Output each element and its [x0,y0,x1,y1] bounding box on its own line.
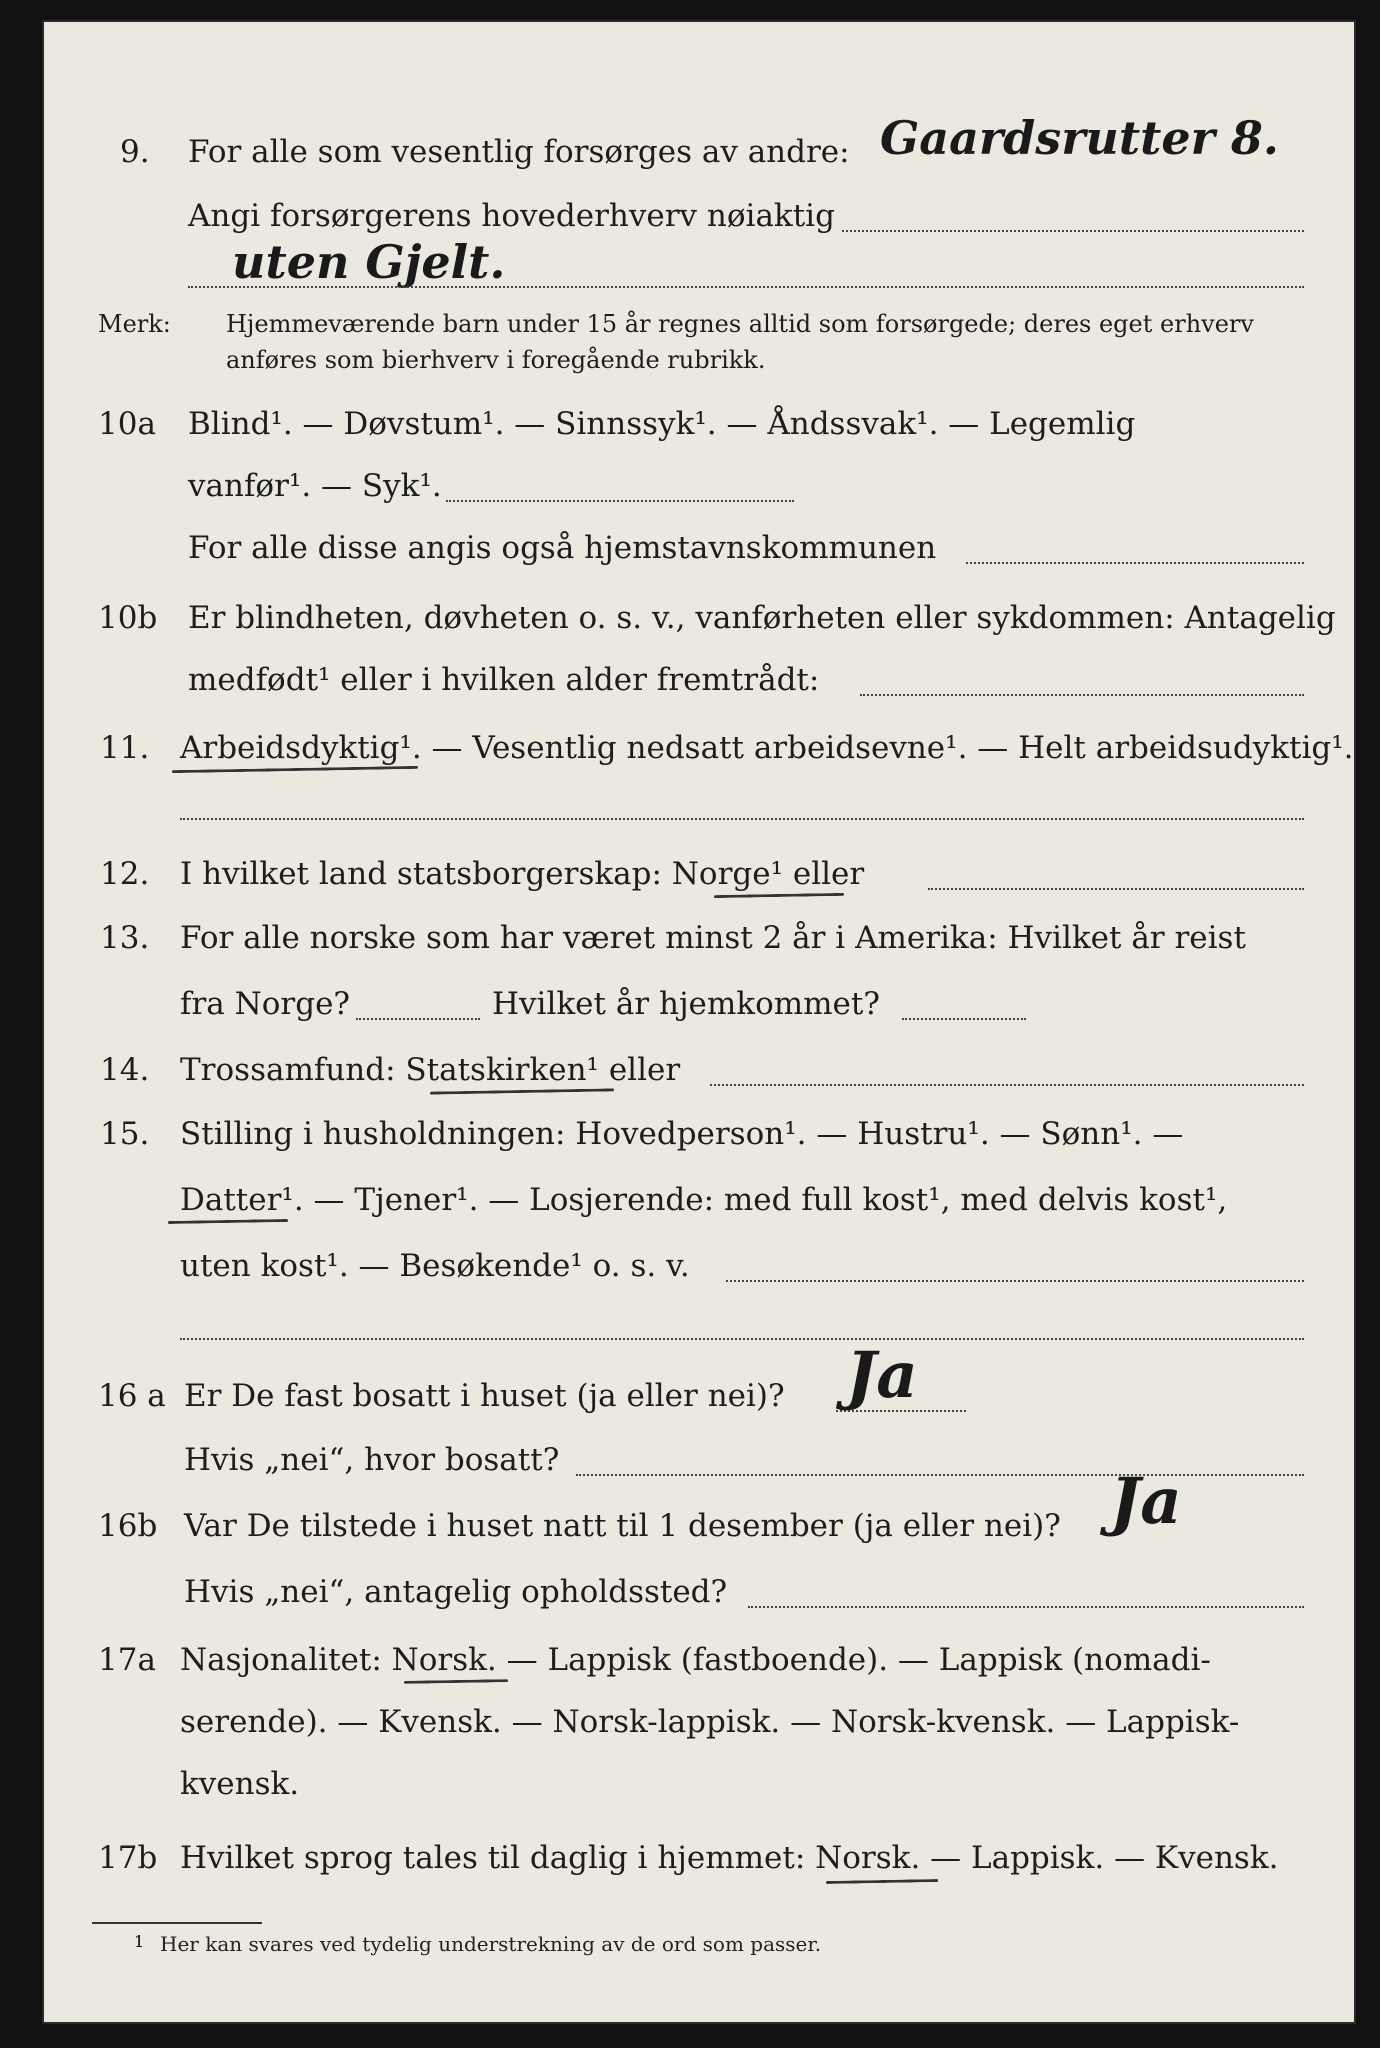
note-merk-line2 [0,330,1380,390]
question-text: Hvis „nei“, antagelig opholdssted? [184,1574,728,1610]
note-label: Merk: [98,310,171,338]
handwritten-answer: uten Gjelt. [232,235,506,289]
answer-leader-line [928,888,1304,890]
answer-leader-line [966,562,1304,564]
answer-leader-line [180,1338,1304,1340]
question-11 [0,718,1380,778]
question-15-line2 [0,1170,1380,1230]
question-10a-line3 [0,518,1380,578]
handwritten-answer: Ja [1110,1464,1182,1539]
question-number: 13. [100,920,150,956]
answer-leader-line [842,230,1304,232]
question-14 [0,1040,1380,1100]
footnote-text: Her kan svares ved tydelig understrekning av de ord som passer. [160,1932,822,1956]
question-number: 17b [98,1840,158,1876]
answer-leader-line [188,286,1304,288]
question-number: 10a [98,406,156,442]
question-10b-line2 [0,650,1380,710]
question-text: For alle som vesentlig forsørges av andre: [188,134,850,170]
question-number: 14. [100,1052,150,1088]
answer-leader-line [710,1084,1304,1086]
question-text: Blind¹. — Døvstum¹. — Sinnssyk¹. — Åndssvak¹. — Legemlig [188,406,1136,442]
footnote-rule [92,1922,262,1924]
question-text: Datter¹. — Tjener¹. — Losjerende: med full kost¹, med delvis kost¹, [180,1182,1228,1218]
question-13-line2 [0,974,1380,1034]
answer-leader-line [748,1606,1304,1608]
question-text: For alle norske som har været minst 2 år i Amerika: Hvilket år reist [180,920,1246,956]
question-number: 15. [100,1116,150,1152]
question-number: 12. [100,856,150,892]
question-9-line2 [0,186,1380,246]
answer-leader-line [726,1280,1304,1282]
note-text: Hjemmeværende barn under 15 år regnes alltid som forsørgede; deres eget erhverv [226,310,1254,338]
answer-leader-line [180,818,1304,820]
question-10a [0,394,1380,454]
question-text: Angi forsørgerens hovederhverv nøiaktig [188,198,835,234]
footnote-marker: 1 [134,1932,145,1951]
question-text: I hvilket land statsborgerskap: Norge¹ eller [180,856,865,892]
question-text: serende). — Kvensk. — Norsk-lappisk. — Norsk-kvensk. — Lappisk- [180,1704,1240,1740]
question-text: Er blindheten, døvheten o. s. v., vanførheten eller sykdommen: Antagelig [188,600,1336,636]
question-16b-line2 [0,1562,1380,1622]
answer-leader-line [902,1018,1026,1020]
answer-leader-line [446,500,794,502]
question-17a-line3 [0,1754,1380,1814]
question-text: Hvilket sprog tales til daglig i hjemmet: Norsk. — Lappisk. — Kvensk. [180,1840,1279,1876]
question-text: Nasjonalitet: Norsk. — Lappisk (fastboende). — Lappisk (nomadi- [180,1642,1211,1678]
question-text: Hvis „nei“, hvor bosatt? [184,1442,560,1478]
handwritten-answer: Ja [846,1338,918,1413]
question-9-line3 [0,235,1380,302]
question-10a-line2 [0,456,1380,516]
question-text: vanfør¹. — Syk¹. [188,468,442,504]
question-17b [0,1828,1380,1888]
question-10b [0,588,1380,648]
answer-leader-line [356,1018,480,1020]
question-15-line4 [0,1294,1380,1354]
question-number: 16 a [98,1378,166,1414]
question-text: Arbeidsdyktig¹. — Vesentlig nedsatt arbeidsevne¹. — Helt arbeidsudyktig¹. [180,730,1354,766]
question-text: Trossamfund: Statskirken¹ eller [180,1052,681,1088]
question-15-line3 [0,1236,1380,1296]
question-number: 9. [120,134,150,170]
question-number: 16b [98,1508,158,1544]
question-15 [0,1104,1380,1164]
question-number: 17a [98,1642,156,1678]
question-text: medfødt¹ eller i hvilken alder fremtrådt: [188,662,820,698]
question-number: 11. [100,730,150,766]
question-text: Var De tilstede i huset natt til 1 desember (ja eller nei)? [184,1508,1061,1544]
question-text: Er De fast bosatt i huset (ja eller nei)? [184,1378,785,1414]
question-11-line2 [0,774,1380,834]
question-text: kvensk. [180,1766,300,1802]
question-text: fra Norge? [180,986,351,1022]
note-text: anføres som bierhverv i foregående rubrikk. [226,346,766,374]
question-text: Hvilket år hjemkommet? [492,986,880,1022]
question-13 [0,908,1380,968]
question-text: uten kost¹. — Besøkende¹ o. s. v. [180,1248,690,1284]
question-number: 10b [98,600,158,636]
question-9 [0,111,1380,182]
answer-leader-line [860,694,1304,696]
question-16b [0,1464,1380,1556]
question-17a-line2 [0,1692,1380,1752]
answer-leader-line [576,1474,1304,1476]
question-text: For alle disse angis også hjemstavnskommunen [188,530,937,566]
question-12 [0,844,1380,904]
question-16a [0,1338,1380,1426]
question-text: Stilling i husholdningen: Hovedperson¹. — Hustru¹. — Sønn¹. — [180,1116,1184,1152]
handwritten-answer: Gaardsrutter 8. [880,111,1279,165]
question-17a [0,1630,1380,1690]
